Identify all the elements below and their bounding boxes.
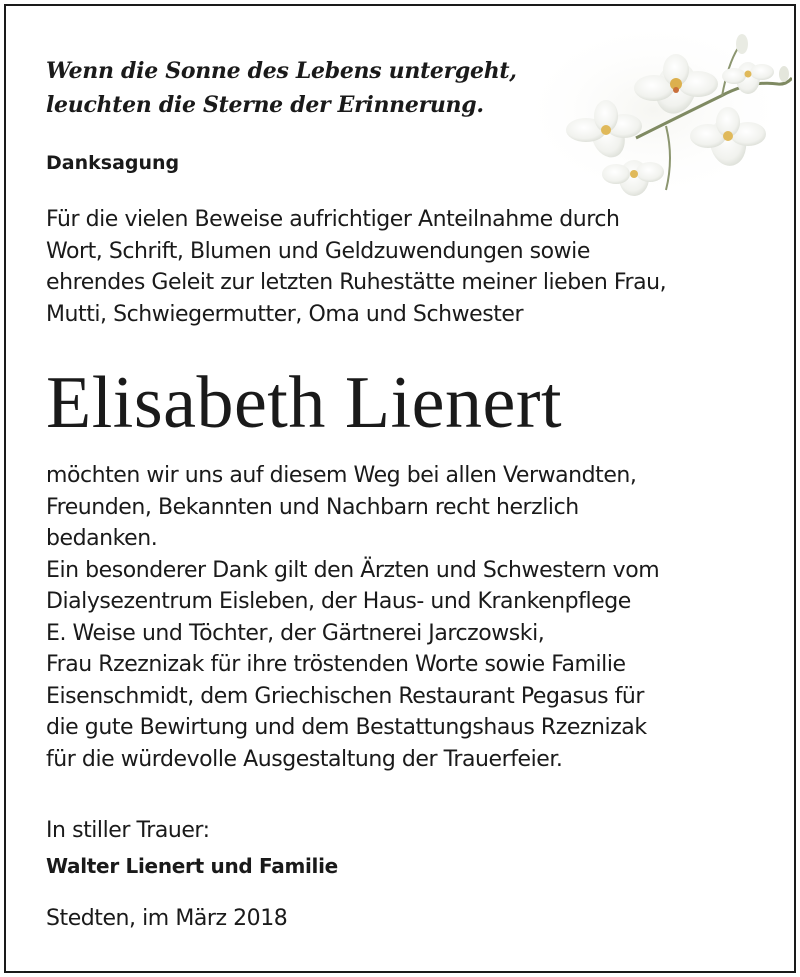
place-date: Stedten, im März 2018	[46, 906, 288, 931]
text-line: ehrendes Geleit zur letzten Ruhestätte meiner lieben Frau,	[46, 270, 667, 295]
heading-danksagung: Danksagung	[46, 152, 180, 174]
text-line: Wort, Schrift, Blumen und Geldzuwendungen sowie	[46, 238, 590, 264]
thanks-paragraph	[46, 460, 766, 775]
text-line: Freunden, Bekannten und Nachbarn recht herzlich	[46, 494, 579, 520]
text-line: Für die vielen Beweise aufrichtiger Anteilnahme durch	[46, 207, 620, 232]
obituary-notice	[6, 6, 794, 971]
text-line: für die würdevolle Ausgestaltung der Trauerfeier.	[46, 746, 563, 772]
text-line: E. Weise und Töchter, der Gärtnerei Jarczowski,	[46, 620, 545, 646]
motto	[46, 54, 566, 122]
motto-line: Wenn die Sonne des Lebens untergeht,	[46, 58, 517, 84]
text-line: Frau Rzeznizak für ihre tröstenden Worte sowie Familie	[46, 652, 626, 677]
text-line: Dialysezentrum Eisleben, der Haus- und Krankenpflege	[46, 589, 631, 614]
text-line: Eisenschmidt, dem Griechischen Restaurant Pegasus für	[46, 683, 645, 709]
intro-paragraph	[46, 204, 766, 330]
text-line: die gute Bewirtung und dem Bestattungshaus Rzeznizak	[46, 715, 647, 740]
text-line: Ein besonderer Dank gilt den Ärzten und Schwestern vom	[46, 557, 660, 583]
signer-name: Walter Lienert und Familie	[46, 854, 338, 878]
notice-frame	[4, 4, 796, 973]
text-line: möchten wir uns auf diesem Weg bei allen Verwandten,	[46, 463, 637, 488]
mourning-label: In stiller Trauer:	[46, 818, 210, 843]
text-line: Mutti, Schwiegermutter, Oma und Schwester	[46, 301, 524, 327]
deceased-name: Elisabeth Lienert	[46, 362, 563, 444]
text-line: bedanken.	[46, 526, 158, 551]
motto-line: leuchten die Sterne der Erinnerung.	[46, 92, 484, 118]
